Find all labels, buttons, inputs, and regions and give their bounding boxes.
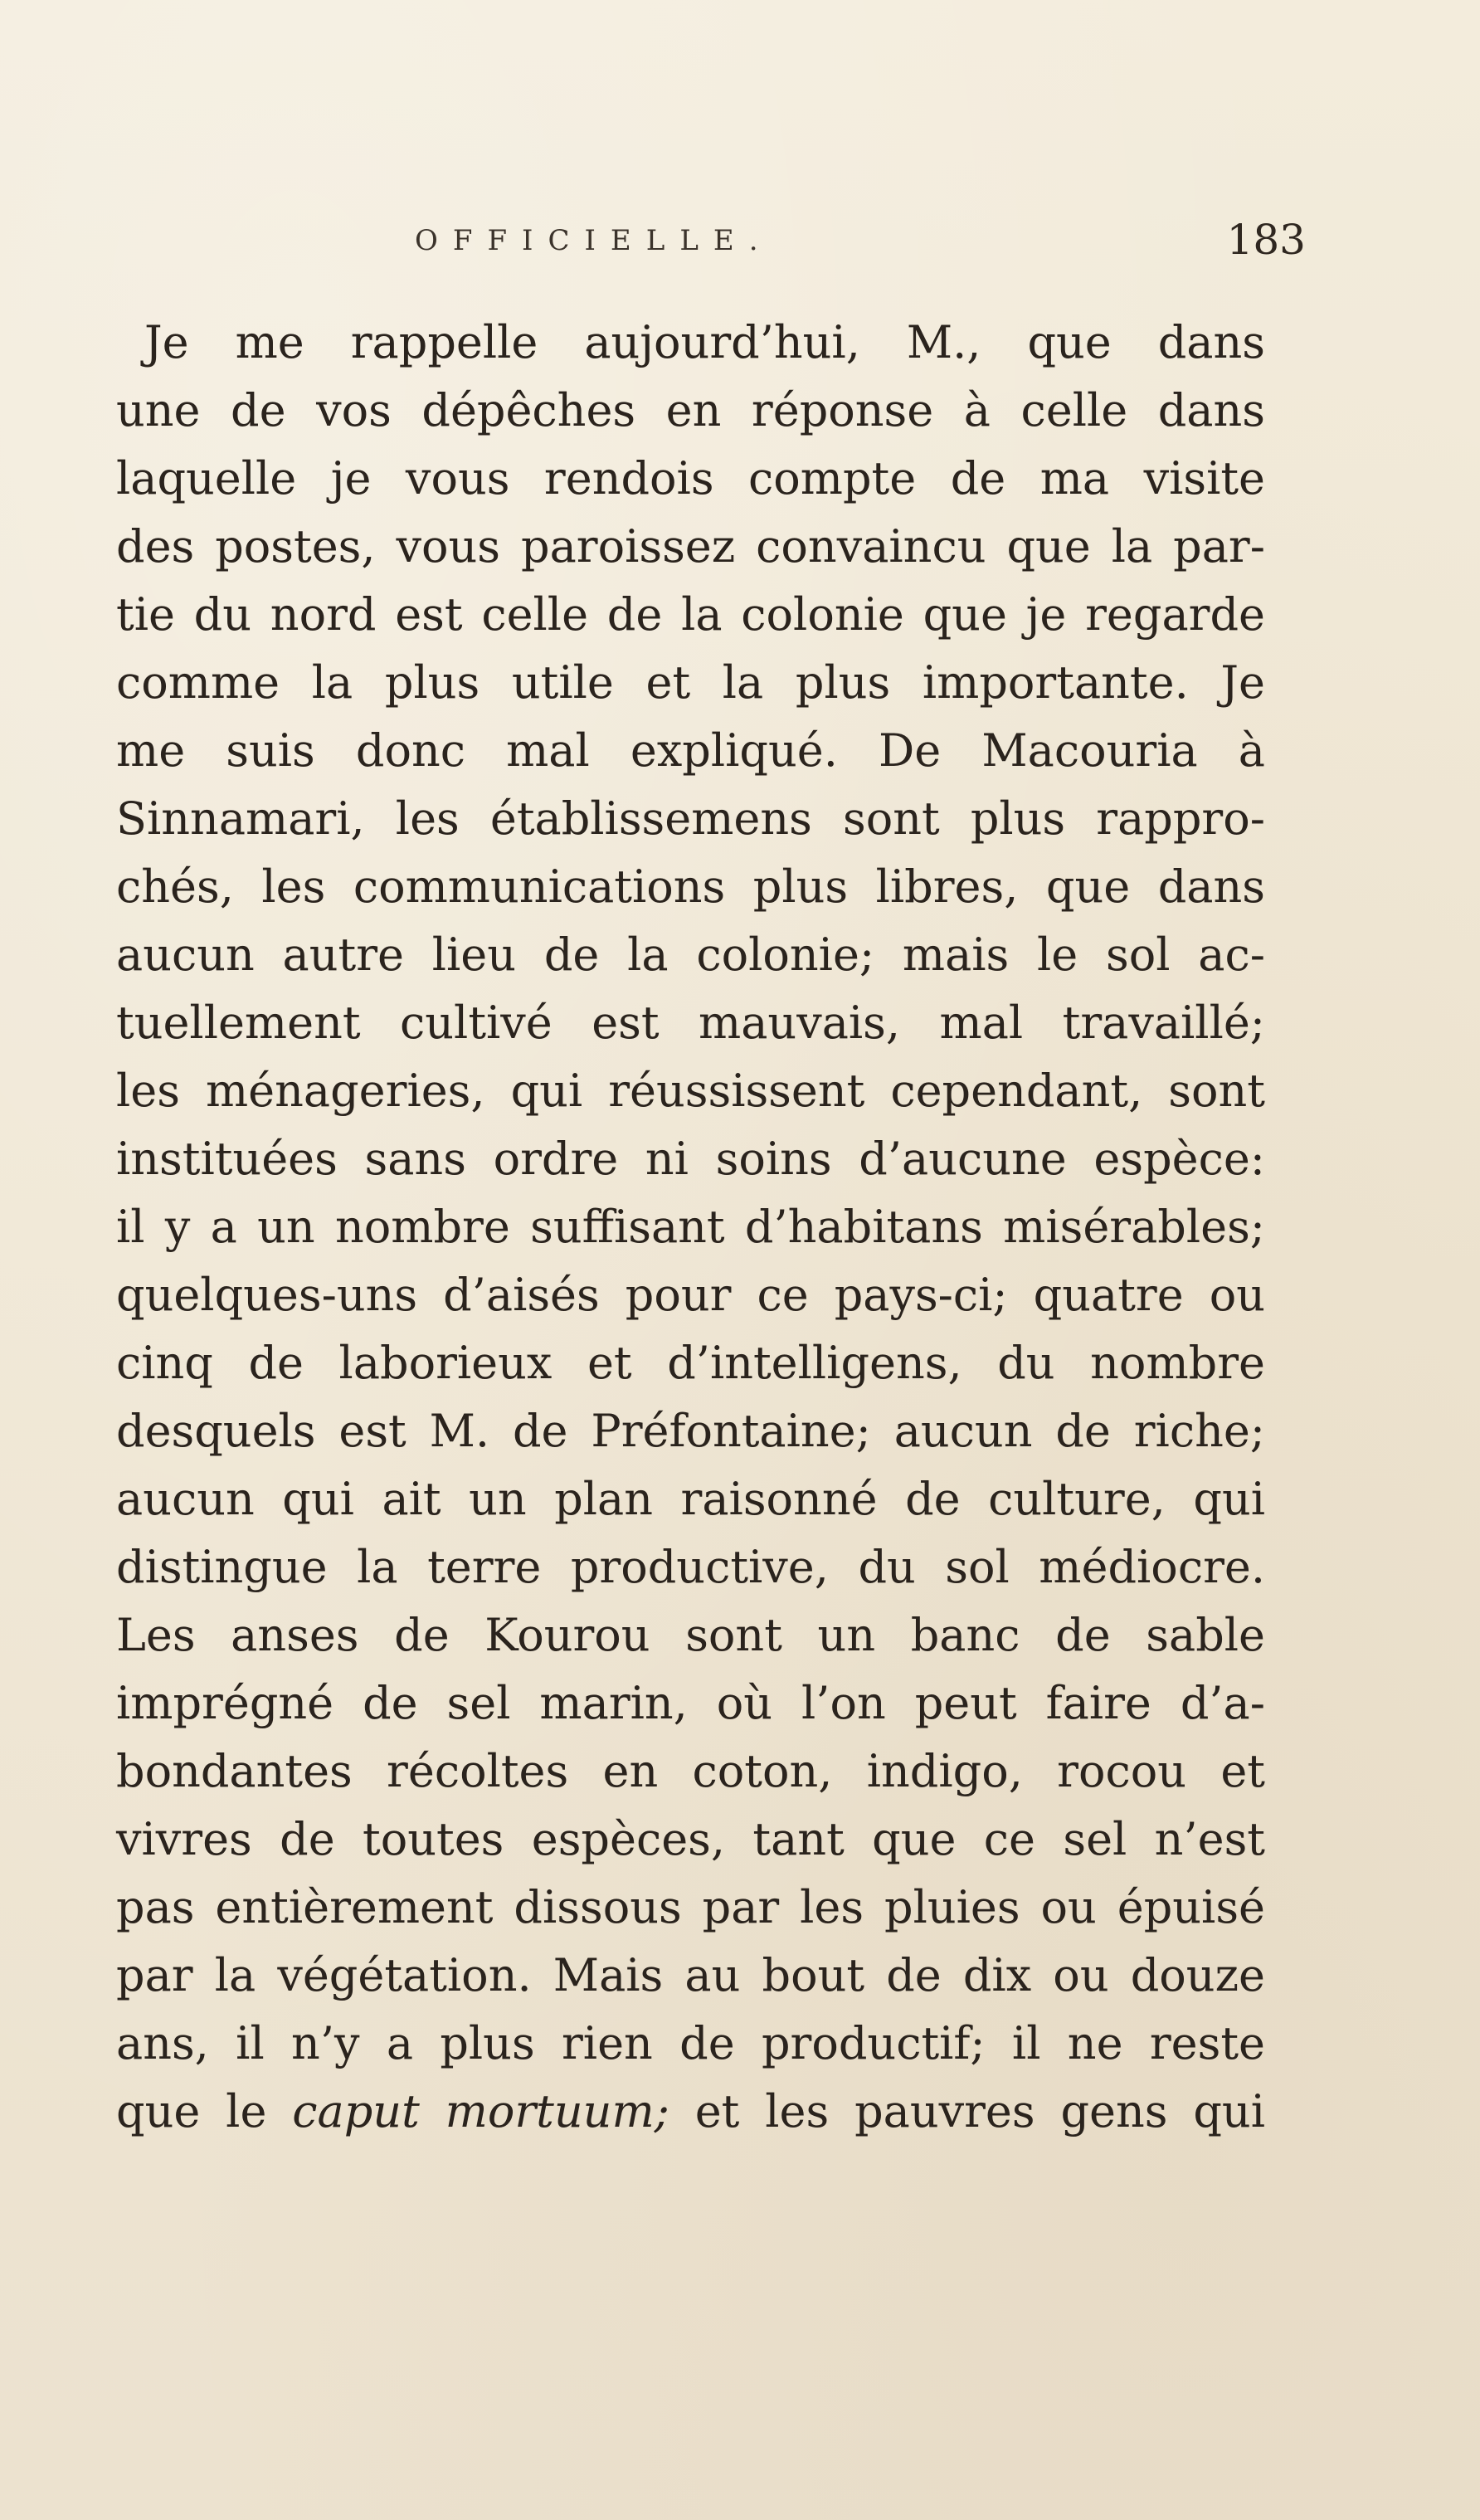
text-line: comme la plus utile et la plus importante. Je	[116, 656, 1265, 709]
text-line: chés, les communications plus libres, que dans	[116, 860, 1265, 913]
text-line: bondantes récoltes en coton, indigo, rocou et	[116, 1745, 1265, 1797]
body-text	[116, 309, 1265, 2146]
text-line: cinq de laborieux et d’intelligens, du nombre	[116, 1337, 1265, 1389]
text-line: distingue la terre productive, du sol médiocre.	[116, 1541, 1265, 1593]
text-line: des postes, vous paroissez convaincu que la par-	[116, 520, 1265, 573]
text-line: aucun qui ait un plan raisonné de culture, qui	[116, 1473, 1265, 1525]
page-header	[116, 216, 1306, 274]
text-line: desquels est M. de Préfontaine; aucun de riche;	[116, 1405, 1265, 1457]
running-head: OFFICIELLE.	[415, 224, 773, 257]
text-line: vivres de toutes espèces, tant que ce sel n’est	[116, 1813, 1265, 1865]
text-line-last	[116, 2078, 1265, 2146]
text-line: tie du nord est celle de la colonie que je regarde	[116, 588, 1265, 641]
text-line: par la végétation. Mais au bout de dix ou douze	[116, 1949, 1265, 2001]
text-segment: que le	[116, 2085, 293, 2137]
text-line: aucun autre lieu de la colonie; mais le sol ac-	[116, 929, 1265, 981]
text-line: me suis donc mal expliqué. De Macouria à	[116, 724, 1265, 777]
text-line: tuellement cultivé est mauvais, mal travaillé;	[116, 997, 1265, 1049]
text-line: les ménageries, qui réussissent cependant, sont	[116, 1065, 1265, 1117]
text-line: il y a un nombre suffisant d’habitans misérables;	[116, 1201, 1265, 1253]
text-line: pas entièrement dissous par les pluies ou épuisé	[116, 1881, 1265, 1933]
italic-phrase: caput mortuum;	[292, 2085, 669, 2137]
page-number: 183	[1226, 216, 1306, 264]
text-line: Sinnamari, les établissemens sont plus rappro-	[116, 792, 1265, 845]
text-line: ans, il n’y a plus rien de productif; il ne reste	[116, 2017, 1265, 2069]
text-line: Les anses de Kourou sont un banc de sable	[116, 1609, 1265, 1661]
text-line: Je me rappelle aujourd’hui, M., que dans	[144, 316, 1265, 368]
text-line: laquelle je vous rendois compte de ma visite	[116, 452, 1265, 504]
text-line: imprégné de sel marin, où l’on peut faire d’a-	[116, 1677, 1265, 1729]
text-line: quelques-uns d’aisés pour ce pays-ci; quatre ou	[116, 1269, 1265, 1321]
text-line: instituées sans ordre ni soins d’aucune espèce:	[116, 1133, 1265, 1185]
text-line: une de vos dépêches en réponse à celle dans	[116, 384, 1265, 436]
text-segment: et les pauvres gens qui	[669, 2085, 1265, 2137]
